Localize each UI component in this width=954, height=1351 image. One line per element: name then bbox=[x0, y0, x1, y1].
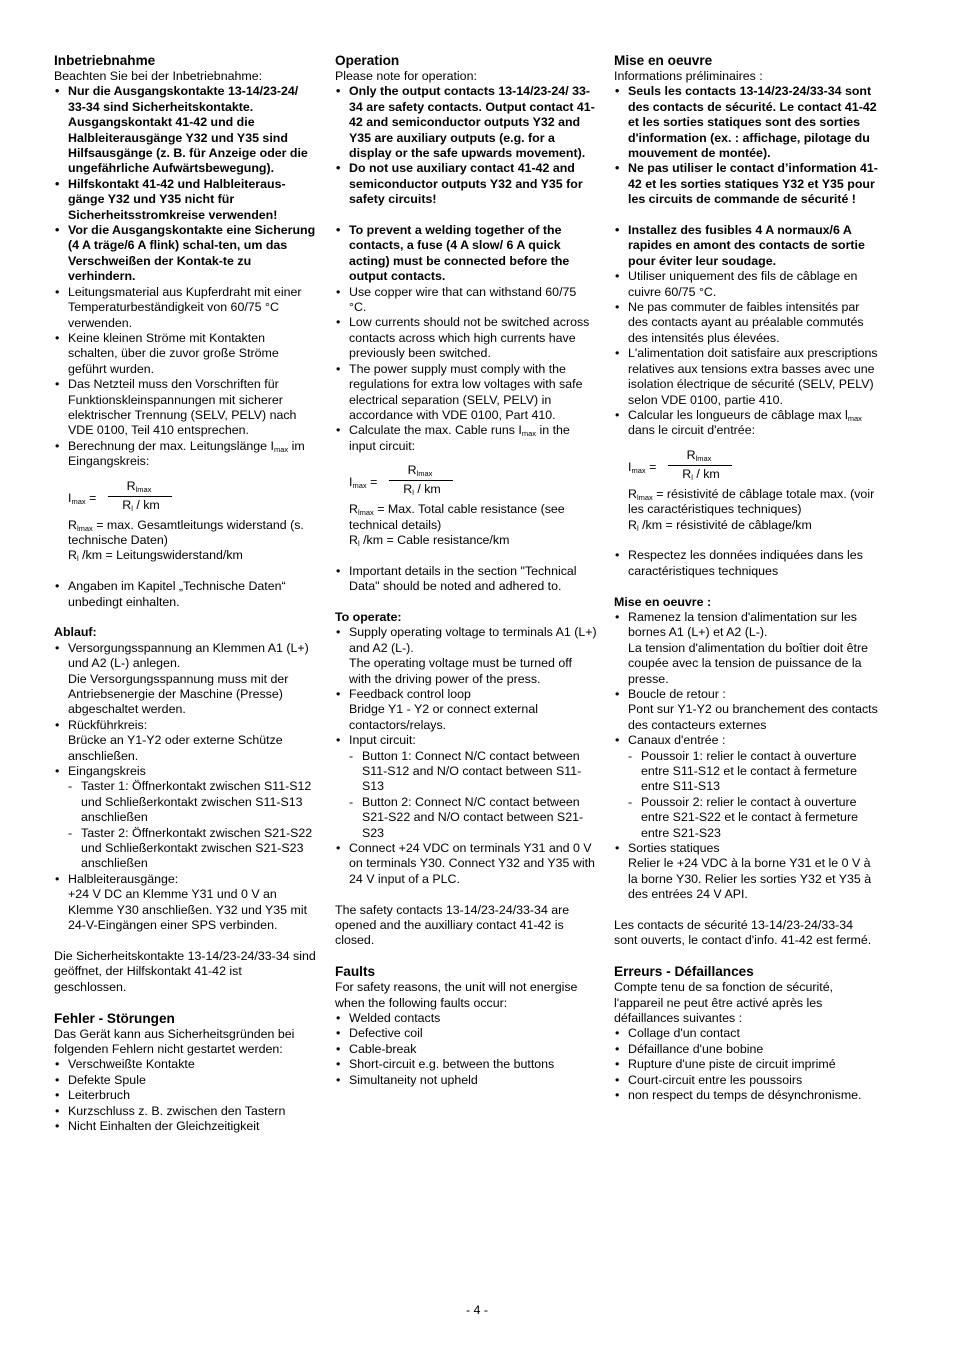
procedure-title: To operate: bbox=[335, 609, 402, 624]
procedure-list bbox=[614, 610, 878, 903]
note-item: • Utiliser uniquement des fils de câblage en cuivre 60/75 °C. bbox=[614, 269, 878, 300]
formula-definition: $R_l$ /km = Cable resistance/km bbox=[349, 532, 510, 548]
note-item-calc: • Calcular les longueurs de câblage $\max l_{max}$ dans le circuit d'entrée: bbox=[614, 408, 878, 439]
faults-intro: For safety reasons, the unit will not energise when the following faults occur: bbox=[335, 980, 578, 1010]
formula-definition: $R_l$ /km = Leitungswiderstand/km bbox=[68, 548, 243, 564]
safety-note: • Nur die Ausgangskontakte 13-14/23-24/ 33-34 sind Sicherheitskontakte. Ausgangskontakt 41-42 und die Halbleiterausgänge Y32 und Y35 sind Hilfsausgänge (z. B. für Anzeige oder die ungefährliche Aufwärtsbewegung). bbox=[54, 84, 316, 176]
fault-item: • Court-circuit entre les poussoirs bbox=[614, 1073, 878, 1088]
procedure-step: • Eingangskreis bbox=[54, 764, 316, 779]
note-item: • Keine kleinen Ströme mit Kontakten schalten, über die zuvor große Ströme geführt wurden. bbox=[54, 331, 316, 377]
safety-note: • Installez des fusibles 4 A normaux/6 A rapides en amont des contacts de sortie pour éviter leur soudage. bbox=[614, 223, 878, 269]
faults-list bbox=[614, 1026, 878, 1103]
fault-item: • Défaillance d'une bobine bbox=[614, 1042, 878, 1057]
safety-notes-list bbox=[54, 84, 316, 469]
note-item: • Leitungsmaterial aus Kupferdraht mit einer Temperaturbeständigkeit von 60/75 °C verwenden. bbox=[54, 285, 316, 331]
procedure-title: Ablauf: bbox=[54, 625, 97, 640]
cable-length-formula: $I_{max}$ = $R_{lmax}$ $R_l$ / km bbox=[349, 462, 597, 502]
fault-item: • Cable-break bbox=[335, 1042, 597, 1057]
note-item: • L'alimentation doit satisfaire aux prescriptions relatives aux tensions extra basses avec une isolation électrique de sécurité (SELV, PELV) selon VDE 0100, partie 410. bbox=[614, 346, 878, 408]
fault-item: • non respect du temps de désynchronisme. bbox=[614, 1088, 878, 1103]
procedure-step: • Versorgungsspannung an Klemmen A1 (L+) und A2 (L-) anlegen. Die Versorgungsspannung muss mit der Antriebsenergie der Maschine (Presse) abgeschaltet werden. bbox=[54, 641, 316, 718]
note-item: • Low currents should not be switched across contacts across which high currents have previously been switched. bbox=[335, 315, 597, 361]
section-title-operation: Operation bbox=[335, 53, 400, 68]
fault-item: • Leiterbruch bbox=[54, 1088, 316, 1103]
procedure-step: • Boucle de retour : Pont sur Y1-Y2 ou branchement des contacts des contacteurs externes bbox=[614, 687, 878, 733]
safety-notes-list bbox=[335, 84, 597, 207]
procedure-step: • Ramenez la tension d'alimentation sur les bornes A1 (L+) et A2 (L-). La tension d'alimentation du boîtier doit être coupée avec la tension de puissance de la presse. bbox=[614, 610, 878, 687]
section-title-commissioning: Mise en oeuvre bbox=[614, 53, 713, 68]
procedure-step: • Input circuit: bbox=[335, 733, 597, 748]
procedure-substep: - Taster 2: Öffnerkontakt zwischen S21-S22 und Schließerkontakt zwischen S21-S23 anschließen bbox=[54, 826, 316, 872]
fault-item: • Kurzschluss z. B. zwischen den Tastern bbox=[54, 1104, 316, 1119]
fault-item: • Simultaneity not upheld bbox=[335, 1073, 597, 1088]
fault-item: • Collage d'un contact bbox=[614, 1026, 878, 1041]
section-title-faults: Erreurs - Défaillances bbox=[614, 964, 754, 980]
fault-item: • Defekte Spule bbox=[54, 1073, 316, 1088]
procedure-step: • Feedback control loop Bridge Y1 - Y2 or connect external contactors/relays. bbox=[335, 687, 597, 733]
note-item-technical-data: • Angaben im Kapitel „Technische Daten“ unbedingt einhalten. bbox=[54, 579, 316, 610]
formula-definition: $R_l$ /km = résistivité de câblage/km bbox=[628, 517, 812, 533]
note-item: • Das Netzteil muss den Vorschriften für Funktionskleinspannungen mit sicherer elektrischer Trennung (SELV, PELV) nach VDE 0100, Teil 410 entsprechen. bbox=[54, 377, 316, 439]
safety-note: • Seuls les contacts 13-14/23-24/33-34 sont des contacts de sécurité. Le contact 41-42 et les sorties statiques sont des sorties d'information (ex. : affichage, pilotage du mouvement de montée). bbox=[614, 84, 878, 161]
contact-state-text: The safety contacts 13-14/23-24/33-34 are opened and the auxilliary contact 41-42 is closed. bbox=[335, 902, 570, 948]
procedure-step: • Connect +24 VDC on terminals Y31 and 0 V on terminals Y30. Connect Y32 and Y35 with 24 V input of a PLC. bbox=[335, 841, 597, 887]
procedure-substep: - Button 1: Connect N/C contact between S11-S12 and N/O contact between S11-S13 bbox=[335, 749, 597, 795]
fault-item: • Verschweißte Kontakte bbox=[54, 1057, 316, 1072]
procedure-list bbox=[54, 641, 316, 934]
procedure-substep: - Taster 1: Öffnerkontakt zwischen S11-S12 und Schließerkontakt zwischen S11-S13 anschließen bbox=[54, 779, 316, 825]
formula-definition: $R_{lmax} = \max$. Gesamtleitungs widerstand (s. technische Daten) bbox=[68, 517, 304, 547]
contact-state-text: Die Sicherheitskontakte 13-14/23-24/33-34 sind geöffnet, der Hilfskontakt 41-42 ist geschlossen. bbox=[54, 948, 316, 994]
procedure-step: • Sorties statiques Relier le +24 VDC à la borne Y31 et le 0 V à la borne Y30. Relier les sorties Y32 et Y35 à des entrées 24 V API. bbox=[614, 841, 878, 903]
fraction-bar bbox=[389, 480, 453, 481]
procedure-substep: - Poussoir 2: relier le contact à ouverture entre S21-S22 et le contact à fermeture entre S21-S23 bbox=[614, 795, 878, 841]
procedure-step: • Supply operating voltage to terminals A1 (L+) and A2 (L-). The operating voltage must be turned off with the driving power of the press. bbox=[335, 625, 597, 687]
safety-note: • Hilfskontakt 41-42 und Halbleiteraus-gänge Y32 und Y35 nicht für Sicherheitsstromkreise verwenden! bbox=[54, 177, 316, 223]
faults-intro: Das Gerät kann aus Sicherheitsgründen bei folgenden Fehlern nicht gestartet werden: bbox=[54, 1026, 295, 1056]
note-item-calc: • Calculate the max. Cable runs $I_{max}$ in the input circuit: bbox=[335, 423, 597, 454]
section-title-commissioning: Inbetriebnahme bbox=[54, 53, 156, 68]
safety-note: • Ne pas utiliser le contact d’information 41-42 et les sorties statiques Y32 et Y35 pour les circuits de commande de sécurité ! bbox=[614, 161, 878, 207]
fault-item: • Short-circuit e.g. between the buttons bbox=[335, 1057, 597, 1072]
fraction-bar bbox=[668, 465, 732, 466]
safety-note: • Do not use auxiliary contact 41-42 and semiconductor outputs Y32 and Y35 for safety circuits! bbox=[335, 161, 597, 207]
safety-note: • Only the output contacts 13-14/23-24/ 33-34 are safety contacts. Output contact 41-42 and semiconductor outputs Y32 and Y35 are auxiliary outputs (e.g. for a display or the safe upwards movement). bbox=[335, 84, 597, 161]
safety-notes-list bbox=[614, 84, 878, 207]
formula-definition: $R_{lmax}$ = résistivité de câblage totale max. (voir les caractéristiques techniques) bbox=[628, 486, 875, 517]
procedure-substep: - Button 2: Connect N/C contact between S21-S22 and N/O contact between S21-S23 bbox=[335, 795, 597, 841]
fault-item: • Defective coil bbox=[335, 1026, 597, 1041]
note-item: • The power supply must comply with the regulations for extra low voltages with safe electrical separation (SELV, PELV) in accordance with VDE 0100, Part 410. bbox=[335, 362, 597, 424]
contact-state-text: Les contacts de sécurité 13-14/23-24/33-34 sont ouverts, le contact d'info. 41-42 est fermé. bbox=[614, 918, 872, 948]
intro-text: Informations préliminaires : bbox=[614, 69, 763, 83]
page-number: - 4 - bbox=[465, 1303, 489, 1317]
note-item-technical-data: • Important details in the section "Technical Data" should be noted and adhered to. bbox=[335, 564, 597, 595]
note-item-calc: • Berechnung der max. Leitungslänge $I_{max}$ im Eingangskreis: bbox=[54, 439, 316, 470]
procedure-step: • Canaux d'entrée : bbox=[614, 733, 878, 748]
fraction-bar bbox=[108, 496, 172, 497]
faults-list bbox=[335, 1011, 597, 1088]
column-german bbox=[54, 53, 316, 1134]
intro-text: Please note for operation: bbox=[335, 69, 477, 83]
procedure-list bbox=[335, 625, 597, 887]
note-item: • Ne pas commuter de faibles intensités par des contacts ayant au préalable commutés des intensités plus élevées. bbox=[614, 300, 878, 346]
formula-definition: $R_{lmax}$ = Max. Total cable resistance (see technical details) bbox=[349, 502, 565, 532]
fault-item: • Welded contacts bbox=[335, 1011, 597, 1026]
cable-length-formula: $I_{max}$ = $R_{lmax}$ $R_l$ / km bbox=[68, 478, 316, 518]
note-item-technical-data: • Respectez les données indiquées dans les caractéristiques techniques bbox=[614, 548, 878, 579]
procedure-step: • Halbleiterausgänge: +24 V DC an Klemme Y31 und 0 V an Klemme Y30 anschließen. Y32 und Y35 mit 24-V-Eingängen einer SPS verbinden. bbox=[54, 872, 316, 934]
procedure-substep: - Poussoir 1: relier le contact à ouverture entre S11-S12 et le contact à fermeture entre S11-S13 bbox=[614, 749, 878, 795]
note-item: • Use copper wire that can withstand 60/75 °C. bbox=[335, 285, 597, 316]
section-title-faults: Faults bbox=[335, 964, 376, 980]
fault-item: • Nicht Einhalten der Gleichzeitigkeit bbox=[54, 1119, 316, 1134]
procedure-title: Mise en oeuvre : bbox=[614, 594, 712, 609]
faults-list bbox=[54, 1057, 316, 1134]
section-title-faults: Fehler - Störungen bbox=[54, 1010, 175, 1026]
column-french bbox=[614, 53, 878, 1104]
safety-note: • Vor die Ausgangskontakte eine Sicherung (4 A träge/6 A flink) schal-ten, um das Verschweißen der Kontak-te zu verhindern. bbox=[54, 223, 316, 285]
column-english bbox=[335, 53, 597, 1088]
cable-length-formula: $I_{max}$ = $R_{lmax}$ $R_l$ / km bbox=[628, 447, 878, 487]
procedure-step: • Rückführkreis: Brücke an Y1-Y2 oder externe Schütze anschließen. bbox=[54, 718, 316, 764]
intro-text: Beachten Sie bei der Inbetriebnahme: bbox=[54, 69, 263, 83]
safety-note: • To prevent a welding together of the contacts, a fuse (4 A slow/ 6 A quick acting) must be connected before the output contacts. bbox=[335, 223, 597, 285]
fault-item: • Rupture d'une piste de circuit imprimé bbox=[614, 1057, 878, 1072]
faults-intro: Compte tenu de sa fonction de sécurité, l'appareil ne peut être activé après les défaillances suivantes : bbox=[614, 980, 834, 1026]
